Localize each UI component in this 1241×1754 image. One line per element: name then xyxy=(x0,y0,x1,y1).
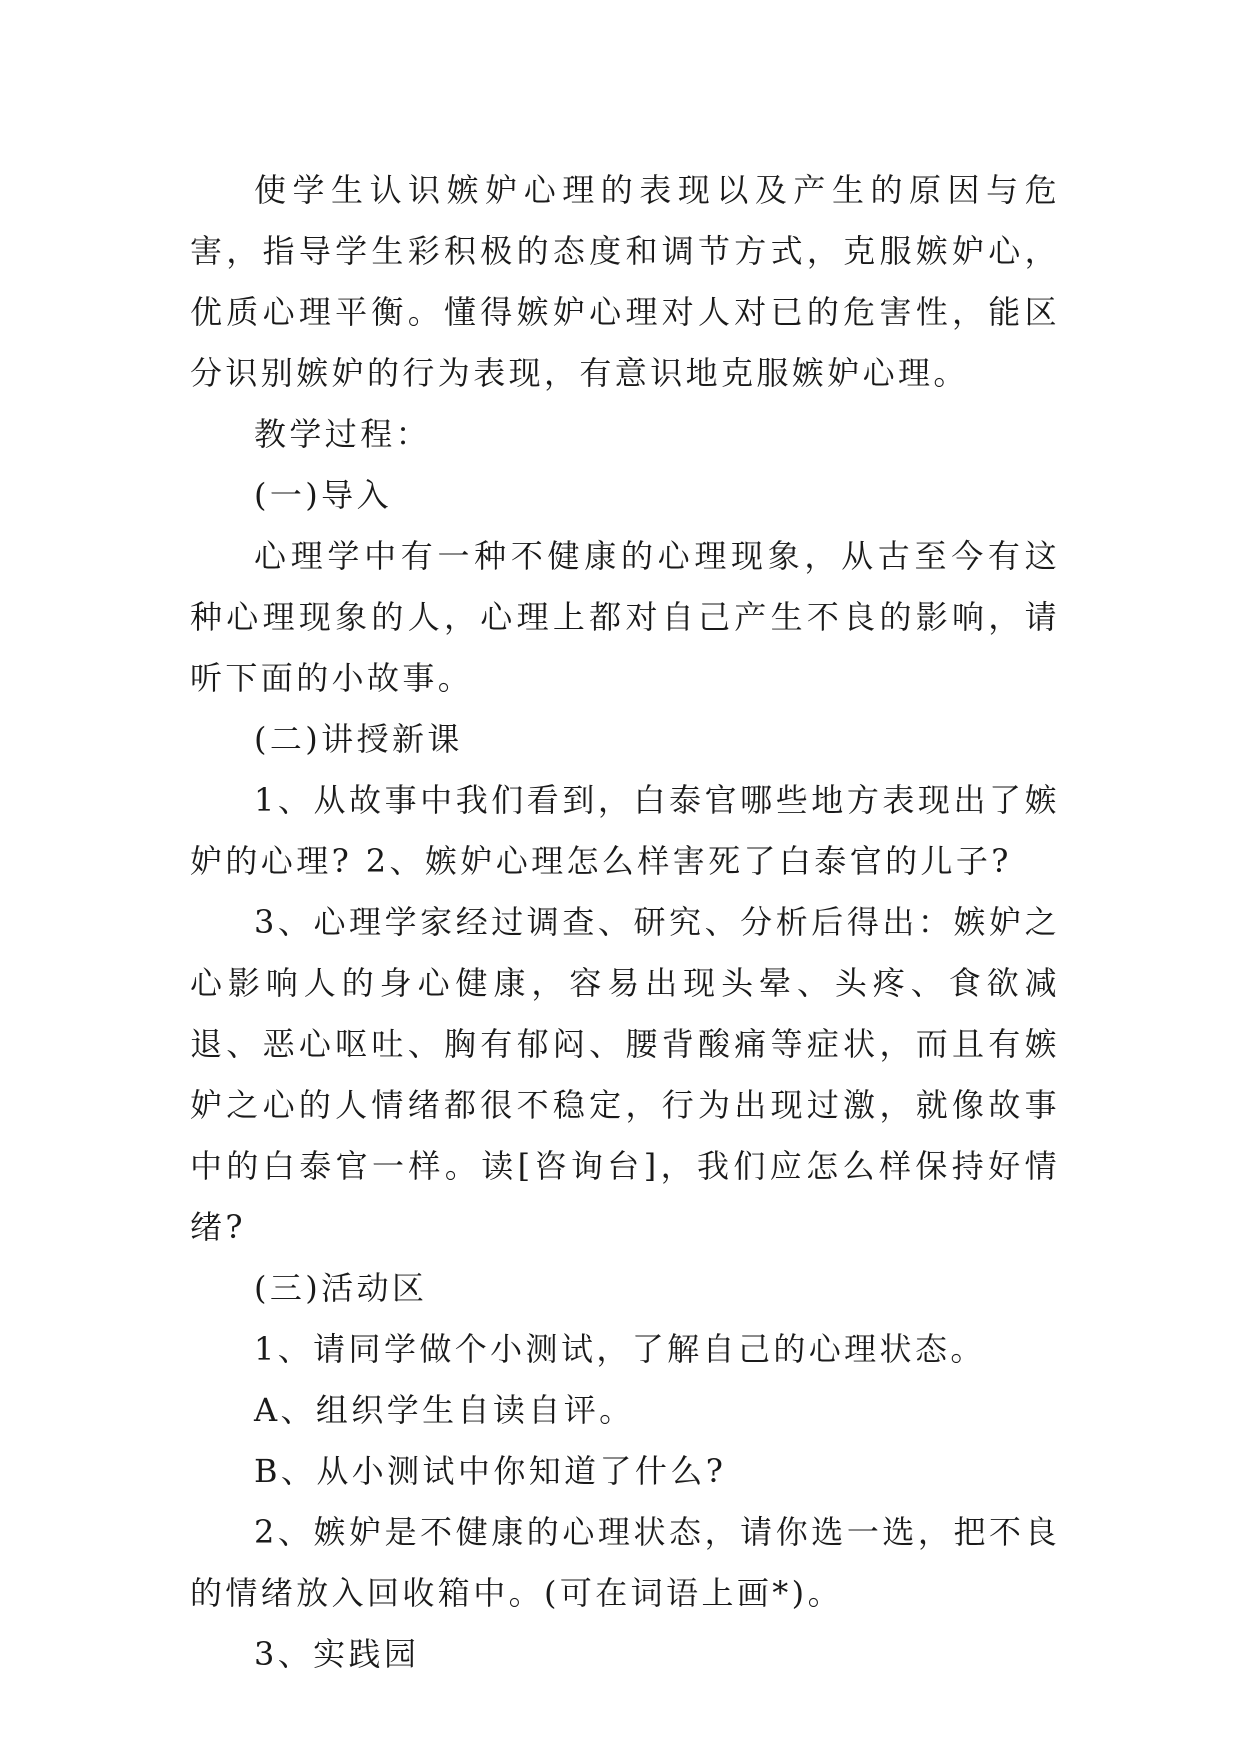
paragraph-practice-garden: 3、实践园 xyxy=(254,1635,420,1673)
paragraph-activity-b: B、从小测试中你知道了什么? xyxy=(254,1452,727,1490)
document-body xyxy=(190,160,1060,1685)
heading-activity-area: (三)活动区 xyxy=(254,1269,428,1307)
paragraph-activity-a: A、组织学生自读自评。 xyxy=(254,1391,635,1429)
paragraph-activity-test: 1、请同学做个小测试，了解自己的心理状态。 xyxy=(254,1330,986,1368)
paragraph-questions: 1、从故事中我们看到，白泰官哪些地方表现出了嫉妒的心理? 2、嫉妒心理怎么样害死了白泰官的儿子? xyxy=(190,781,1060,880)
paragraph-objectives: 使学生认识嫉妒心理的表现以及产生的原因与危害，指导学生彩积极的态度和调节方式，克服嫉妒心，优质心理平衡。懂得嫉妒心理对人对已的危害性，能区分识别嫉妒的行为表现，有意识地克服嫉妒心理。 xyxy=(190,171,1060,392)
paragraph-activity-recycle: 2、嫉妒是不健康的心理状态，请你选一选，把不良的情绪放入回收箱中。(可在词语上画*)。 xyxy=(190,1513,1060,1612)
heading-new-lesson: (二)讲授新课 xyxy=(254,720,463,758)
paragraph-introduction: 心理学中有一种不健康的心理现象，从古至今有这种心理现象的人，心理上都对自己产生不良的影响，请听下面的小故事。 xyxy=(190,537,1060,697)
paragraph-psychologist-findings: 3、心理学家经过调查、研究、分析后得出：嫉妒之心影响人的身心健康，容易出现头晕、头疼、食欲减退、恶心呕吐、胸有郁闷、腰背酸痛等症状，而且有嫉妒之心的人情绪都很不稳定，行为出现过激，就像故事中的白泰官一样。读[咨询台]，我们应怎么样保持好情绪? xyxy=(190,903,1060,1246)
paragraph-teaching-process: 教学过程： xyxy=(254,415,432,453)
heading-introduction: (一)导入 xyxy=(254,476,392,514)
